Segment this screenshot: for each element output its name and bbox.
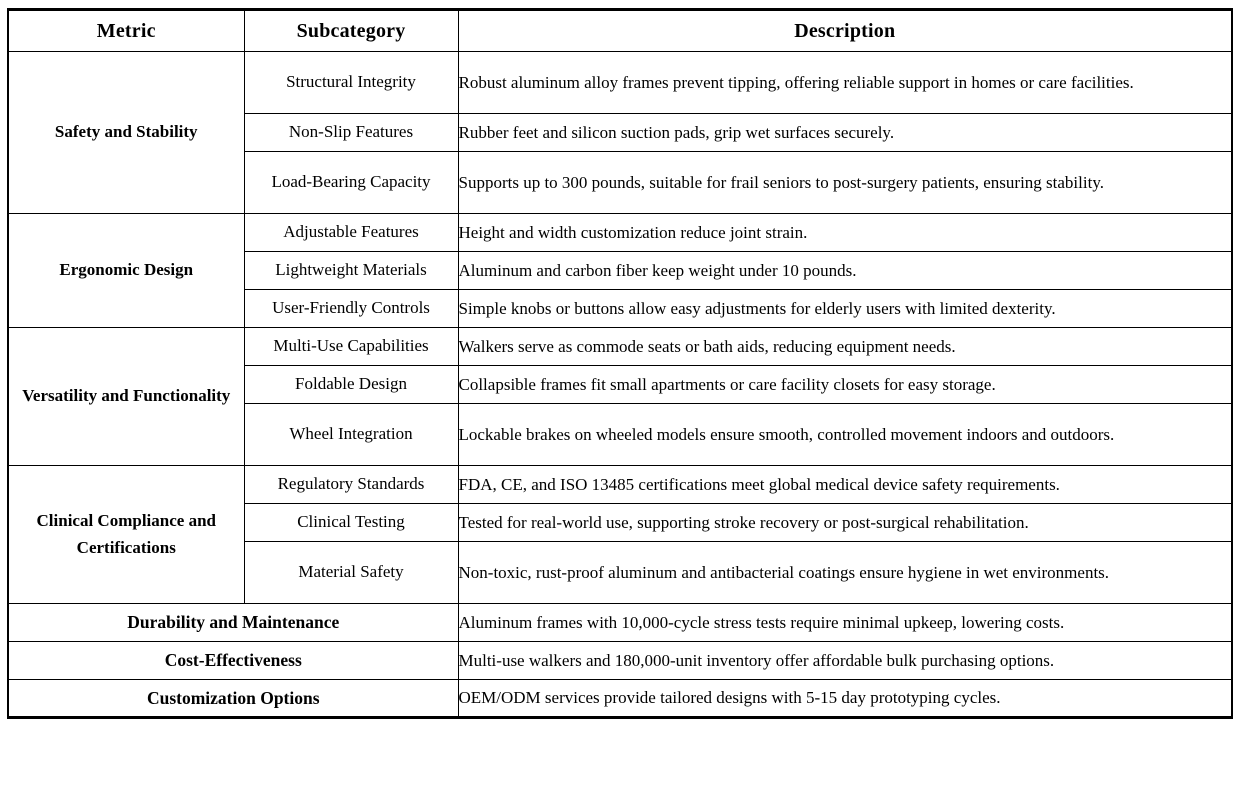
subcategory-cell: Lightweight Materials [244, 252, 458, 290]
description-cell: Non-toxic, rust-proof aluminum and antibacterial coatings ensure hygiene in wet environments. [458, 542, 1232, 604]
metric-cell: Durability and Maintenance [8, 604, 458, 642]
metric-cell: Clinical Compliance and Certifications [8, 466, 244, 604]
description-cell: Robust aluminum alloy frames prevent tipping, offering reliable support in homes or care facilities. [458, 52, 1232, 114]
metric-cell: Versatility and Functionality [8, 328, 244, 466]
metric-cell: Customization Options [8, 680, 458, 718]
description-cell: Rubber feet and silicon suction pads, grip wet surfaces securely. [458, 114, 1232, 152]
subcategory-cell: Foldable Design [244, 366, 458, 404]
description-cell: Height and width customization reduce joint strain. [458, 214, 1232, 252]
description-cell: Aluminum and carbon fiber keep weight under 10 pounds. [458, 252, 1232, 290]
metric-cell: Ergonomic Design [8, 214, 244, 328]
table-row [8, 604, 1232, 642]
product-specification-table [7, 8, 1233, 719]
table-row [8, 328, 1232, 366]
description-cell: Aluminum frames with 10,000-cycle stress tests require minimal upkeep, lowering costs. [458, 604, 1232, 642]
subcategory-cell: Regulatory Standards [244, 466, 458, 504]
subcategory-cell: User-Friendly Controls [244, 290, 458, 328]
subcategory-cell: Multi-Use Capabilities [244, 328, 458, 366]
column-header-subcategory: Subcategory [244, 10, 458, 52]
table-header [8, 10, 1232, 52]
subcategory-cell: Clinical Testing [244, 504, 458, 542]
description-cell: Walkers serve as commode seats or bath aids, reducing equipment needs. [458, 328, 1232, 366]
description-cell: Simple knobs or buttons allow easy adjustments for elderly users with limited dexterity. [458, 290, 1232, 328]
table-row [8, 214, 1232, 252]
table-row [8, 52, 1232, 114]
header-row [8, 10, 1232, 52]
table-row [8, 642, 1232, 680]
spec-table-container [7, 8, 1231, 719]
subcategory-cell: Structural Integrity [244, 52, 458, 114]
table-row [8, 680, 1232, 718]
metric-cell: Safety and Stability [8, 52, 244, 214]
metric-cell: Cost-Effectiveness [8, 642, 458, 680]
description-cell: Multi-use walkers and 180,000-unit inventory offer affordable bulk purchasing options. [458, 642, 1232, 680]
description-cell: Supports up to 300 pounds, suitable for frail seniors to post-surgery patients, ensuring stability. [458, 152, 1232, 214]
table-row [8, 466, 1232, 504]
description-cell: Tested for real-world use, supporting stroke recovery or post-surgical rehabilitation. [458, 504, 1232, 542]
description-cell: OEM/ODM services provide tailored designs with 5-15 day prototyping cycles. [458, 680, 1232, 718]
subcategory-cell: Material Safety [244, 542, 458, 604]
subcategory-cell: Load-Bearing Capacity [244, 152, 458, 214]
description-cell: Collapsible frames fit small apartments or care facility closets for easy storage. [458, 366, 1232, 404]
subcategory-cell: Non-Slip Features [244, 114, 458, 152]
description-cell: Lockable brakes on wheeled models ensure smooth, controlled movement indoors and outdoors. [458, 404, 1232, 466]
column-header-metric: Metric [8, 10, 244, 52]
subcategory-cell: Wheel Integration [244, 404, 458, 466]
subcategory-cell: Adjustable Features [244, 214, 458, 252]
description-cell: FDA, CE, and ISO 13485 certifications meet global medical device safety requirements. [458, 466, 1232, 504]
table-body [8, 52, 1232, 718]
column-header-description: Description [458, 10, 1232, 52]
